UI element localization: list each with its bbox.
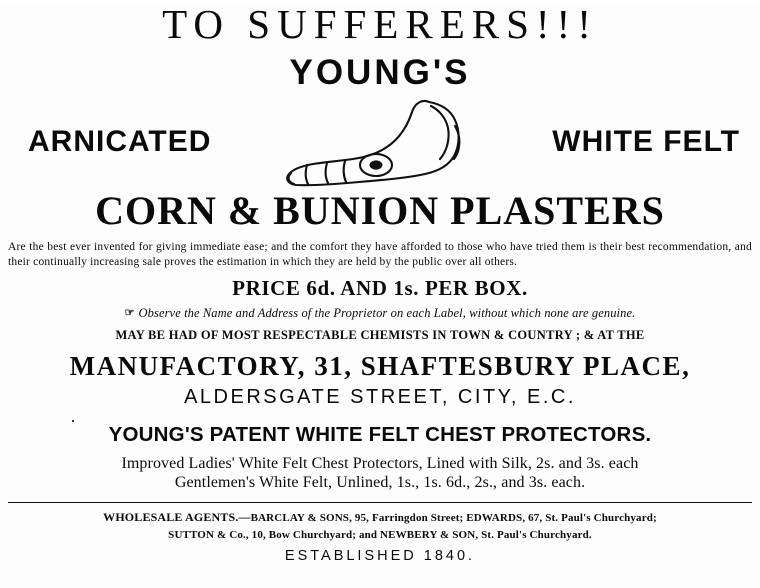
pointing-hand-icon: ☞ bbox=[124, 307, 135, 320]
chest-protectors-ladies-line: Improved Ladies' White Felt Chest Protectors, Lined with Silk, 2s. and 3s. each bbox=[121, 455, 639, 473]
wholesale-agents-text-2: SUTTON & Co., 10, Bow Churchyard; and NEWBERY & SON, St. Paul's Churchyard. bbox=[168, 529, 592, 542]
wholesale-agents-text-1: BARCLAY & SONS, 95, Farringdon Street; EDWARDS, 67, St. Paul's Churchyard; bbox=[250, 512, 657, 525]
wholesale-agents-line-1 bbox=[6, 510, 754, 525]
product-word-white-felt: WHITE FELT bbox=[552, 125, 740, 158]
established-line: ESTABLISHED 1840. bbox=[284, 548, 476, 565]
body-paragraph: Are the best ever invented for giving immediate ease; and the comfort they have afforded to those who have tried them is their best recommendation, and their continually increasing sale proves the estimation in which they are held by the public over all others. bbox=[8, 241, 752, 268]
advertisement-page bbox=[0, 1, 760, 588]
foot-illustration bbox=[277, 96, 487, 188]
chest-protectors-heading: YOUNG'S PATENT WHITE FELT CHEST PROTECTORS. bbox=[108, 423, 652, 447]
wholesale-dash: — bbox=[238, 510, 251, 525]
observe-notice-text: Observe the Name and Address of the Proprietor on each Label, without which none are genuine. bbox=[138, 306, 636, 321]
brand-name-youngs: YOUNG'S bbox=[289, 53, 471, 92]
price-line: PRICE 6d. AND 1s. PER BOX. bbox=[232, 276, 528, 301]
headline-to-sufferers: TO SUFFERERS!!! bbox=[162, 1, 598, 47]
wholesale-agents-label: WHOLESALE AGENTS. bbox=[103, 510, 239, 525]
product-name-row bbox=[6, 96, 754, 188]
headline-corn-bunion-plasters: CORN & BUNION PLASTERS bbox=[95, 188, 665, 233]
observe-notice bbox=[6, 306, 754, 321]
chemists-availability-line: MAY BE HAD OF MOST RESPECTABLE CHEMISTS IN TOWN & COUNTRY ; & AT THE bbox=[115, 328, 645, 343]
human-foot-with-corn-plaster-icon bbox=[279, 96, 484, 188]
street-address-line: ALDERSGATE STREET, CITY, E.C. bbox=[184, 386, 576, 409]
product-word-arnicated: ARNICATED bbox=[28, 125, 212, 158]
paper-speck bbox=[72, 420, 74, 422]
manufactory-address-line: MANUFACTORY, 31, SHAFTESBURY PLACE, bbox=[69, 351, 691, 382]
horizontal-divider bbox=[8, 502, 752, 503]
wholesale-agents-line-2 bbox=[6, 527, 754, 542]
chest-protectors-gentlemen-line: Gentlemen's White Felt, Unlined, 1s., 1s. 6d., 2s., and 3s. each. bbox=[174, 474, 586, 492]
